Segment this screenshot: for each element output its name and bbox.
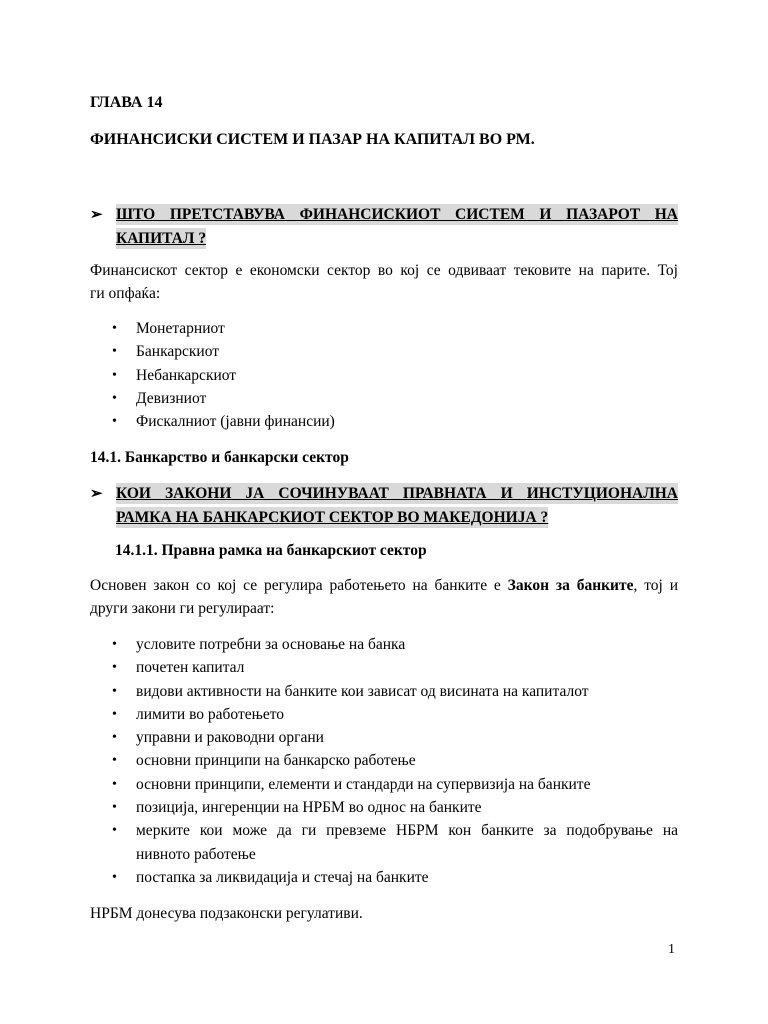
bullet-icon: • — [112, 683, 117, 699]
law-line-1: Основен закон со кој се регулира работењето на банките е Закон за банките, тој и — [90, 577, 678, 594]
question-1-line-2: КАПИТАЛ ? — [116, 230, 207, 247]
list-item: • Монетарниот — [110, 317, 678, 340]
list-item: • Банкарскиот — [110, 340, 678, 363]
closing-paragraph: НРБМ донесува подзаконски регулативи. — [90, 905, 363, 922]
bullet-icon: • — [112, 800, 117, 816]
law-name: Закон за банките — [507, 577, 634, 594]
law-paragraph — [90, 574, 678, 620]
question-2 — [90, 483, 678, 529]
intro-line-1: Финансискот сектор е економски сектор во кој се одвиваат тековите на парите. Тој — [90, 262, 678, 279]
question-1-line-1: ШТО ПРЕТСТАВУВА ФИНАНСИСКИОТ СИСТЕМ И ПАЗАРОТ НА — [116, 206, 678, 223]
bullet-icon: • — [112, 321, 117, 336]
arrow-bullet-icon: ➢ — [90, 207, 103, 223]
regulation-list — [110, 633, 678, 889]
sector-list — [110, 317, 678, 433]
chapter-label: ГЛАВА 14 — [90, 94, 163, 111]
arrow-bullet-icon: ➢ — [90, 486, 103, 502]
question-1 — [90, 204, 678, 250]
list-item: • основни принципи, елементи и стандарди на супервизија на банките — [110, 773, 678, 796]
intro-line-2: ги опфаќа: — [90, 285, 161, 302]
bullet-icon: • — [112, 390, 117, 406]
bullet-icon: • — [112, 367, 117, 383]
list-item: • позиција, ингеренции на НРБМ во однос на банките — [110, 796, 678, 819]
question-2-line-2: РАМКА НА БАНКАРСКИОТ СЕКТОР ВО МАКЕДОНИЈА ? — [116, 509, 549, 526]
list-item: • Девизниот — [110, 387, 678, 410]
list-item: • мерките кои може да ги превземе НБРМ кон банките за подобрување на нивното работење — [110, 819, 678, 866]
bullet-icon: • — [112, 730, 117, 746]
list-item: • видови активности на банките кои зависат од висината на капиталот — [110, 680, 678, 703]
bullet-icon: • — [112, 776, 117, 792]
list-item: • почетен капитал — [110, 656, 678, 679]
list-item: • постапка за ликвидација и стечај на банките — [110, 866, 678, 889]
law-line-2: други закони ги регулираат: — [90, 600, 275, 617]
bullet-icon: • — [112, 414, 117, 430]
list-item: • условите потребни за основање на банка — [110, 633, 678, 656]
section-heading-14-1-1: 14.1.1. Правна рамка на банкарскиот сектор — [115, 542, 427, 559]
bullet-icon: • — [112, 869, 117, 885]
bullet-icon: • — [112, 706, 117, 722]
bullet-icon: • — [112, 344, 117, 360]
list-item: • лимити во работењето — [110, 703, 678, 726]
bullet-icon: • — [112, 823, 117, 839]
page-number: 1 — [668, 942, 675, 957]
section-heading-14-1: 14.1. Банкарство и банкарски сектор — [90, 449, 349, 466]
bullet-icon: • — [112, 660, 117, 676]
list-item: • Фискалниот (јавни финансии) — [110, 410, 678, 433]
list-item: • основни принципи на банкарско работење — [110, 749, 678, 772]
chapter-title: ФИНАНСИСКИ СИСТЕМ И ПАЗАР НА КАПИТАЛ ВО РМ. — [90, 131, 535, 148]
intro-paragraph — [90, 259, 678, 305]
list-item: • управни и раководни органи — [110, 726, 678, 749]
bullet-icon: • — [112, 637, 117, 652]
list-item: • Небанкарскиот — [110, 364, 678, 387]
question-2-line-1: КОИ ЗАКОНИ ЈА СОЧИНУВААТ ПРАВНАТА И ИНСТУЦИОНАЛНА — [116, 485, 678, 502]
bullet-icon: • — [112, 753, 117, 769]
